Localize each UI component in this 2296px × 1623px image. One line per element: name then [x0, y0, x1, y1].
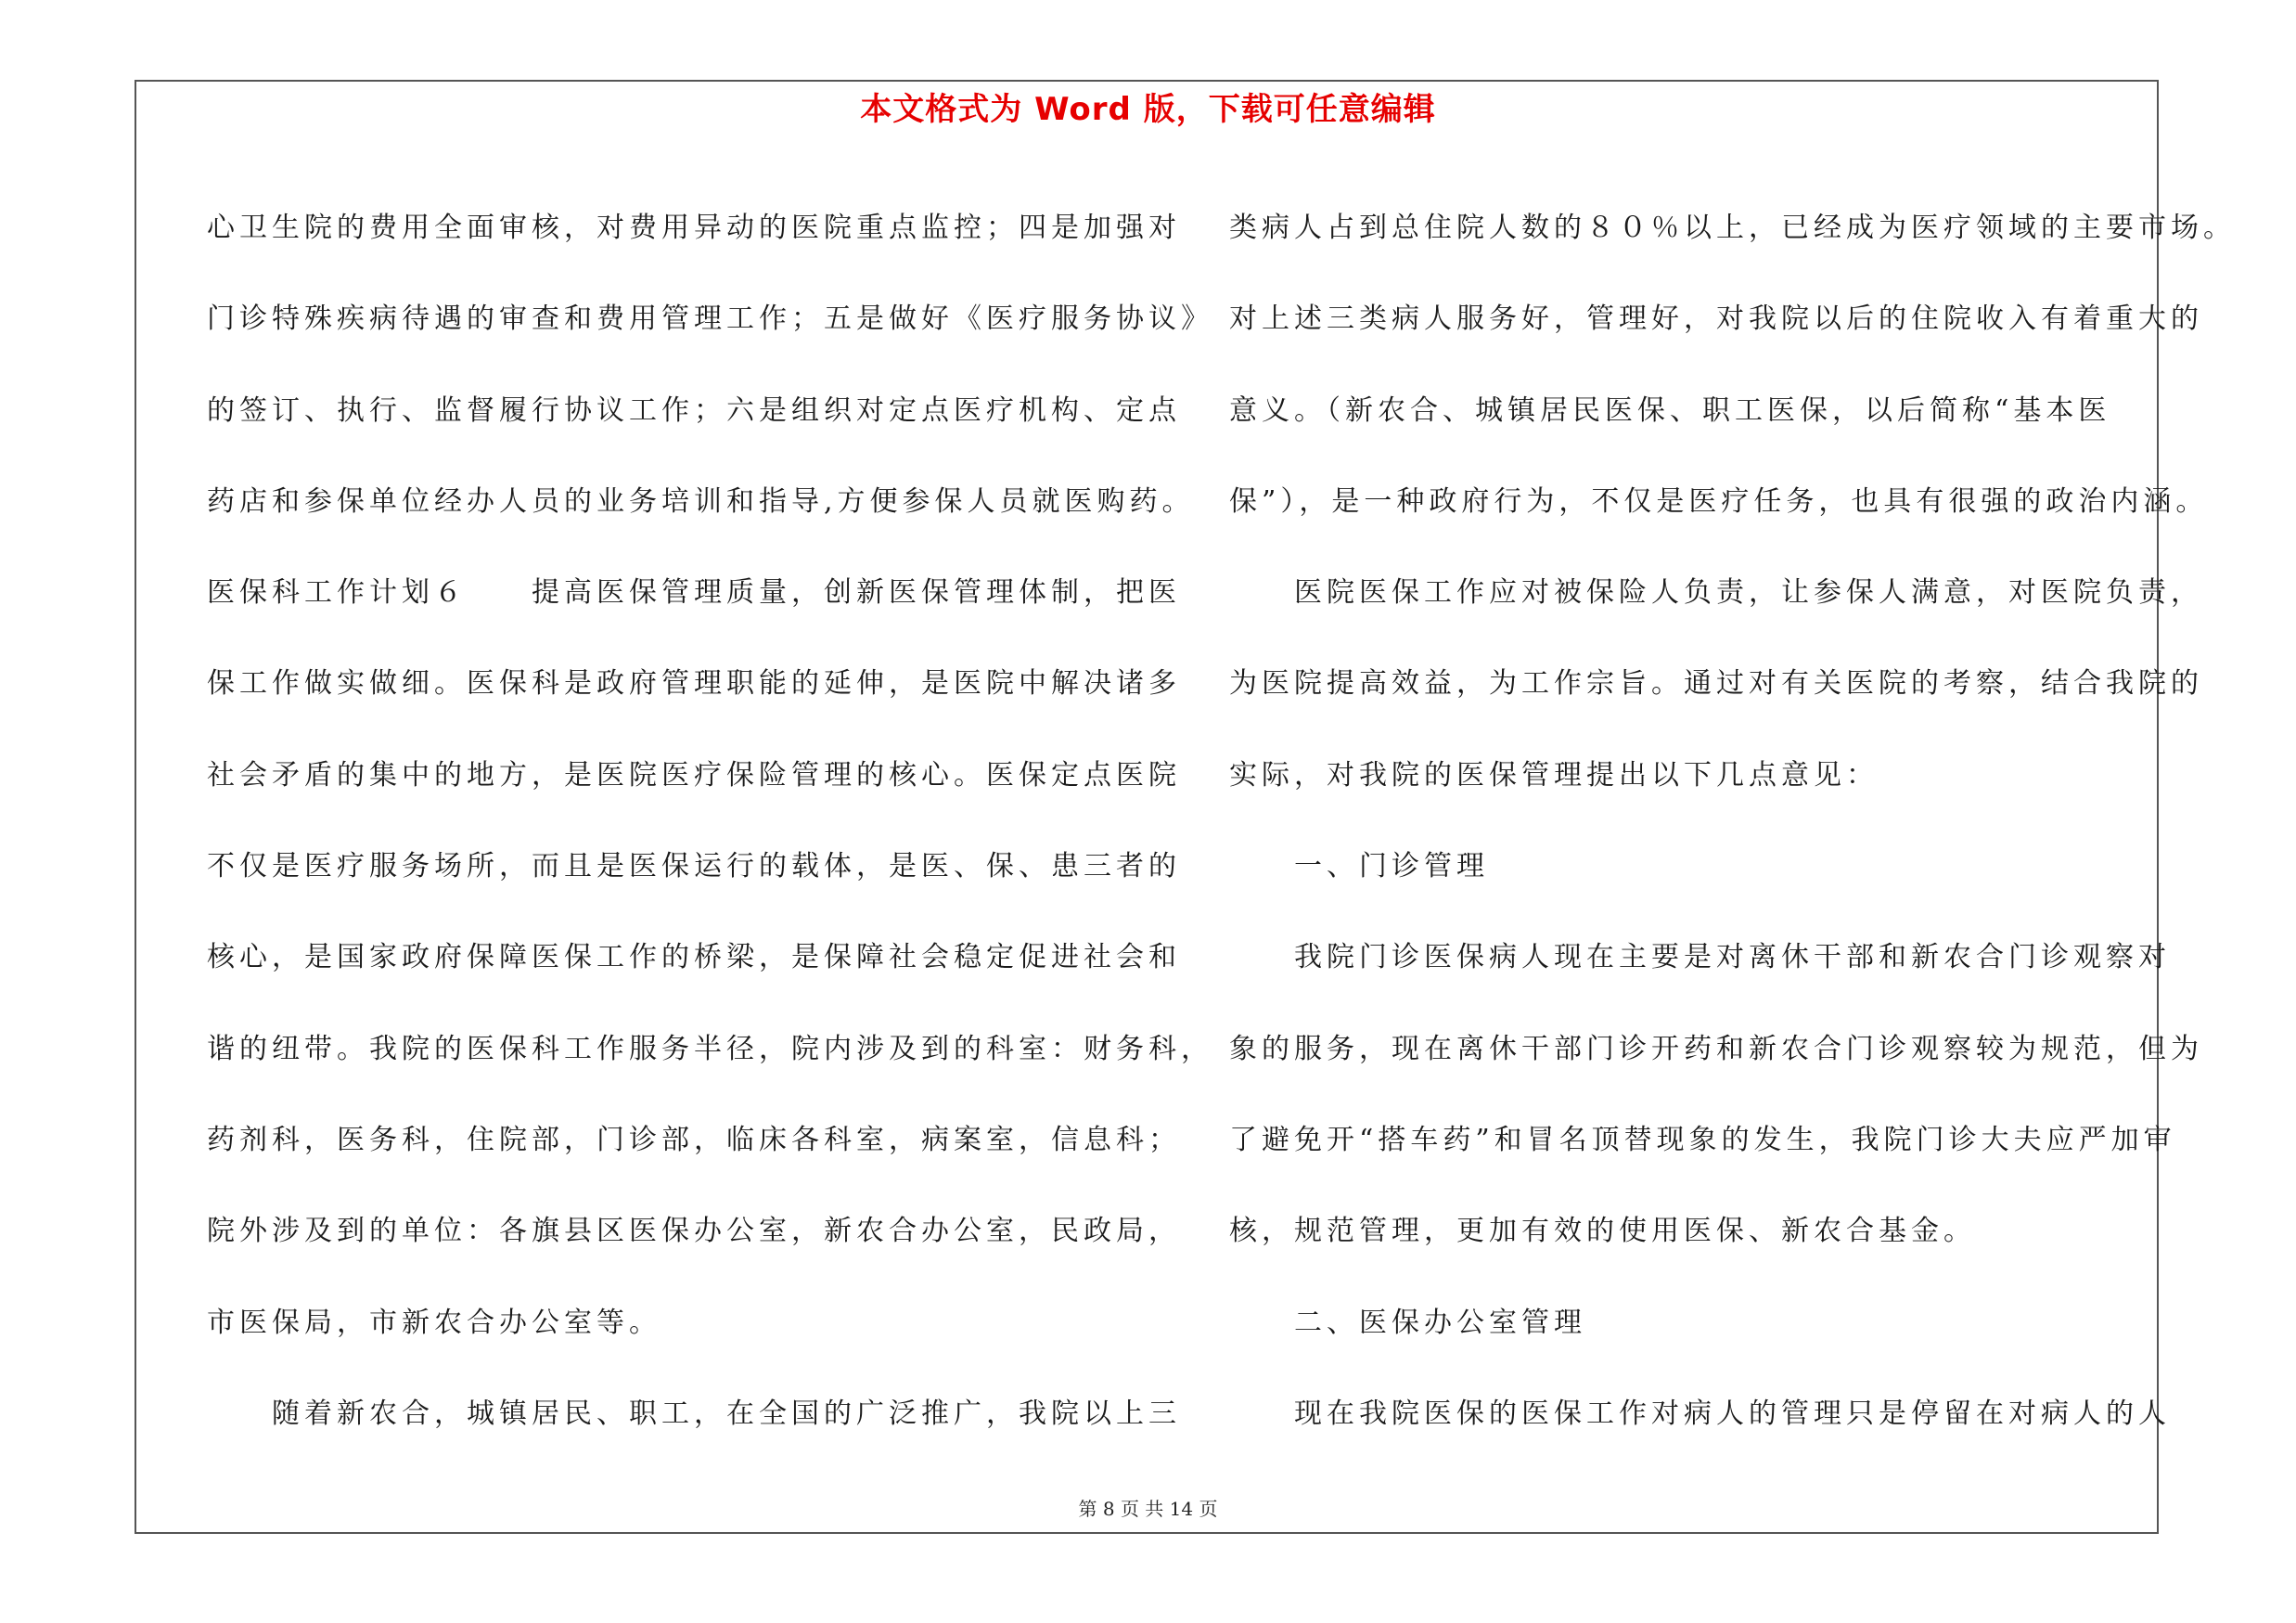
text-line: 保工作做实做细。医保科是政府管理职能的延伸，是医院中解决诸多 [207, 667, 1181, 701]
text-line: 社会矛盾的集中的地方，是医院医疗保险管理的核心。医保定点医院 [207, 758, 1181, 792]
text-line: 对上述三类病人服务好，管理好，对我院以后的住院收入有着重大的 [1229, 303, 2203, 336]
text-line: 核，规范管理，更加有效的使用医保、新农合基金。 [1229, 1215, 1976, 1248]
text-line: 象的服务，现在离休干部门诊开药和新农合门诊观察较为规范，但为 [1229, 1032, 2203, 1065]
word-format-notice: 本文格式为 Word 版，下载可任意编辑 [860, 91, 1436, 128]
text-line: 了避免开“搭车药”和冒名顶替现象的发生，我院门诊大夫应严加审 [1229, 1123, 2176, 1156]
text-line: 药剂科，医务科，住院部，门诊部，临床各科室，病案室，信息科； [207, 1123, 1181, 1156]
left-text-column [207, 183, 1213, 1460]
section-heading: 一、门诊管理 [1229, 850, 1489, 883]
text-line: 不仅是医疗服务场所，而且是医保运行的载体，是医、保、患三者的 [207, 850, 1181, 883]
text-line: 保”），是一种政府行为，不仅是医疗任务，也具有很强的政治内涵。 [1229, 484, 2209, 518]
text-line: 实际，对我院的医保管理提出以下几点意见： [1229, 758, 1879, 792]
text-line: 核心，是国家政府保障医保工作的桥梁，是保障社会稳定促进社会和 [207, 941, 1181, 974]
text-line: 门诊特殊疾病待遇的审查和费用管理工作；五是做好《医疗服务协议》 [207, 303, 1213, 336]
page-number: 第 8 页 共 14 页 [1078, 1498, 1218, 1520]
text-line: 的签订、执行、监督履行协议工作；六是组织对定点医疗机构、定点 [207, 393, 1181, 427]
text-line: 意义。（新农合、城镇居民医保、职工医保，以后简称“基本医 [1229, 393, 2111, 427]
text-line: 心卫生院的费用全面审核，对费用异动的医院重点监控；四是加强对 [207, 212, 1181, 244]
text-line: 我院门诊医保病人现在主要是对离休干部和新农合门诊观察对 [1229, 941, 2171, 974]
right-text-column [1229, 183, 2236, 1460]
text-line: 为医院提高效益，为工作宗旨。通过对有关医院的考察，结合我院的 [1229, 667, 2203, 701]
text-line: 药店和参保单位经办人员的业务培训和指导,方便参保人员就医购药。 [207, 484, 1195, 518]
text-line: 市医保局，市新农合办公室等。 [207, 1306, 661, 1339]
text-line: 医院医保工作应对被保险人负责，让参保人满意，对医院负责， [1229, 576, 2203, 610]
text-line: 随着新农合，城镇居民、职工，在全国的广泛推广，我院以上三 [207, 1397, 1181, 1430]
text-line: 现在我院医保的医保工作对病人的管理只是停留在对病人的人 [1229, 1397, 2171, 1430]
text-line: 医保科工作计划６ 提高医保管理质量，创新医保管理体制，把医 [207, 576, 1181, 610]
section-heading: 二、医保办公室管理 [1229, 1306, 1586, 1339]
text-line: 院外涉及到的单位：各旗县区医保办公室，新农合办公室，民政局， [207, 1215, 1181, 1248]
text-line: 类病人占到总住院人数的８０％以上，已经成为医疗领域的主要市场。 [1229, 212, 2236, 244]
text-line: 谐的纽带。我院的医保科工作服务半径，院内涉及到的科室：财务科， [207, 1032, 1213, 1065]
